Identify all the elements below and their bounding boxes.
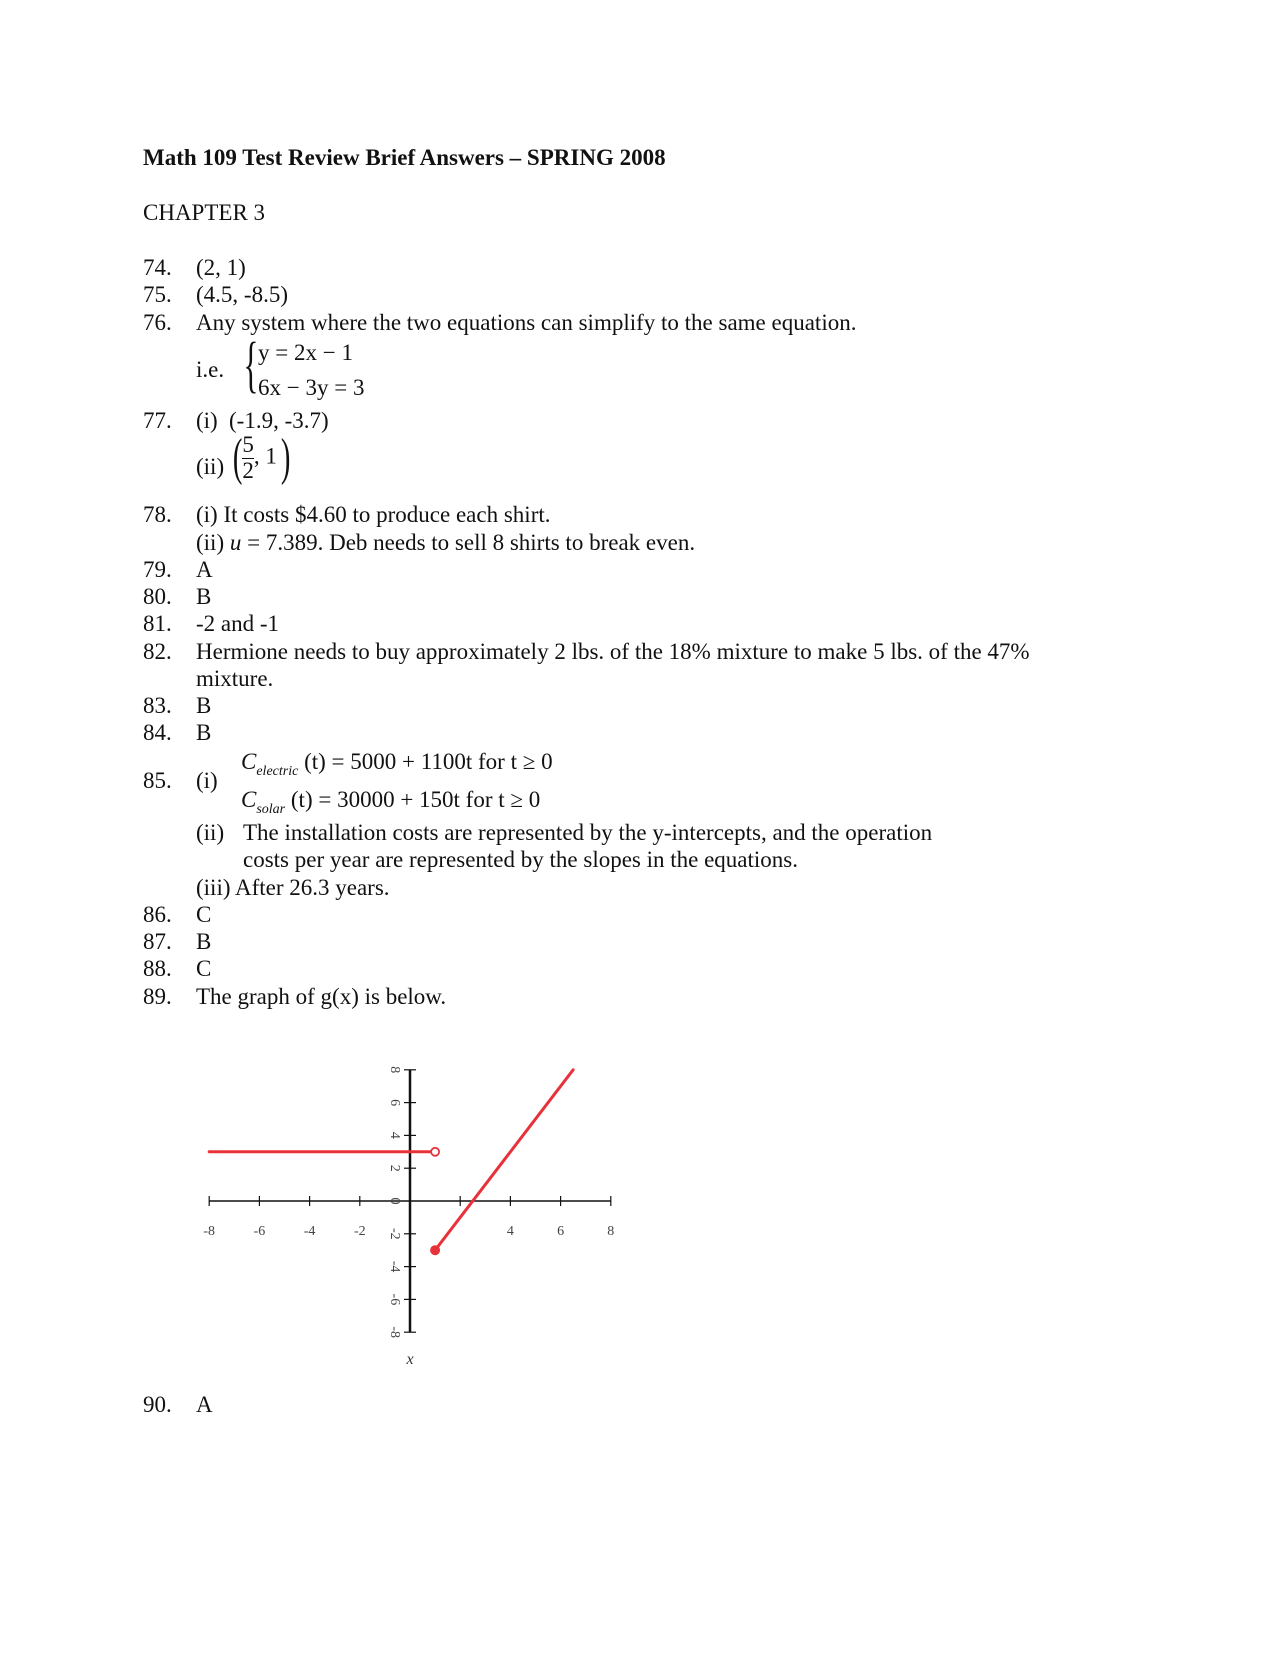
answer-90: A — [196, 1392, 213, 1417]
answer-number-84: 84. — [143, 720, 172, 745]
answer-75: (4.5, -8.5) — [196, 282, 288, 307]
answer-80: B — [196, 584, 212, 609]
system-equation-2: 6x − 3y = 3 — [258, 375, 365, 400]
answer-82-line-1: Hermione needs to buy approximately 2 lbs. of the 18% mixture to make 5 lbs. of the 47% — [196, 639, 1030, 664]
answer-77-part-ii: ( $\frac{5}{2}$ , 1) — [232, 429, 291, 486]
y-tick-label: -8 — [386, 1326, 402, 1339]
answer-89: The graph of g(x) is below. — [196, 984, 447, 1009]
x-tick-label: 6 — [557, 1224, 565, 1239]
page-title: Math 109 Test Review Brief Answers – SPRING 2008 — [143, 145, 666, 170]
equation-electric-var: C — [241, 749, 257, 774]
answer-85-part-ii-label: (ii) — [196, 820, 225, 845]
answer-85-part-ii-line-2: costs per year are represented by the slopes in the equations. — [243, 847, 798, 872]
y-tick-label: -2 — [386, 1227, 402, 1240]
equation-electric — [241, 749, 553, 779]
answer-77-part-ii-second: 1 — [265, 443, 277, 469]
answer-78-variable: u — [229, 530, 242, 555]
x-axis-label: x — [406, 1351, 414, 1369]
graph-of-g — [180, 1055, 640, 1375]
answer-number-83: 83. — [143, 693, 172, 718]
y-tick-label: 2 — [386, 1164, 402, 1172]
fraction-numerator: 5 — [242, 432, 254, 458]
answer-78-part-ii — [196, 531, 695, 554]
answer-85-part-iii: (iii) After 26.3 years. — [196, 875, 390, 900]
y-tick-label: 8 — [386, 1066, 402, 1074]
answer-77-part-ii-label: (ii) — [196, 454, 225, 479]
answer-83: B — [196, 693, 212, 718]
answer-88: C — [196, 956, 212, 981]
equation-solar — [241, 787, 541, 817]
answer-81: -2 and -1 — [196, 611, 280, 636]
equation-electric-body: (t) = 5000 + 1100t for t ≥ 0 — [304, 749, 553, 774]
answer-number-89: 89. — [143, 984, 172, 1009]
answer-number-77: 77. — [143, 408, 172, 433]
ie-label: i.e. — [196, 357, 225, 382]
chapter-heading: CHAPTER 3 — [143, 200, 266, 225]
x-tick-label: -2 — [353, 1224, 366, 1239]
system-brace: { — [243, 331, 259, 399]
open-endpoint — [431, 1148, 439, 1156]
y-tick-label: 0 — [386, 1197, 402, 1205]
x-tick-label: -8 — [203, 1224, 216, 1239]
answer-78-part-ii-text: = 7.389. Deb needs to sell 8 shirts to break even. — [247, 530, 696, 555]
x-tick-label: 4 — [506, 1224, 514, 1239]
closed-endpoint — [431, 1246, 440, 1255]
answer-number-75: 75. — [143, 282, 172, 307]
x-tick-label: 8 — [607, 1224, 615, 1239]
answer-number-79: 79. — [143, 557, 172, 582]
x-tick-label: -4 — [303, 1224, 316, 1239]
answer-82-line-2: mixture. — [196, 666, 274, 691]
answer-number-76: 76. — [143, 310, 172, 335]
answer-74: (2, 1) — [196, 255, 246, 280]
answer-number-80: 80. — [143, 584, 172, 609]
answer-number-81: 81. — [143, 611, 172, 636]
answer-87: B — [196, 929, 212, 954]
answer-86: C — [196, 902, 212, 927]
fraction-denominator: 2 — [242, 457, 254, 483]
answer-76: Any system where the two equations can simplify to the same equation. — [196, 310, 857, 335]
x-tick-label: -6 — [253, 1224, 266, 1239]
answer-79: A — [196, 557, 213, 582]
y-tick-label: -4 — [386, 1260, 402, 1273]
answer-85-part-i-label: (i) — [196, 768, 218, 793]
answer-number-88: 88. — [143, 956, 172, 981]
y-tick-label: 4 — [386, 1131, 402, 1139]
answer-85-part-ii-line-1: The installation costs are represented by the y-intercepts, and the operation — [243, 820, 933, 845]
answer-78-part-ii-label: (ii) — [196, 530, 225, 555]
answer-77-part-i-label: (i) — [196, 408, 218, 433]
equation-solar-body: (t) = 30000 + 150t for t ≥ 0 — [290, 787, 541, 812]
answer-number-82: 82. — [143, 639, 172, 664]
answer-78-part-i: (i) It costs $4.60 to produce each shirt. — [196, 502, 551, 527]
equation-electric-subscript: electric — [256, 764, 299, 779]
answer-number-90: 90. — [143, 1392, 172, 1417]
g-piece-2 — [435, 1070, 573, 1250]
answer-number-74: 74. — [143, 255, 172, 280]
equation-solar-subscript: solar — [256, 802, 286, 817]
system-equation-1: y = 2x − 1 — [258, 340, 353, 365]
y-tick-label: -6 — [386, 1293, 402, 1306]
equation-solar-var: C — [241, 787, 257, 812]
answer-number-86: 86. — [143, 902, 172, 927]
answer-number-87: 87. — [143, 929, 172, 954]
answer-number-78: 78. — [143, 502, 172, 527]
answer-77-part-i: (-1.9, -3.7) — [229, 408, 329, 433]
answer-84: B — [196, 720, 212, 745]
y-tick-label: 6 — [386, 1099, 402, 1107]
answer-number-85: 85. — [143, 768, 172, 793]
